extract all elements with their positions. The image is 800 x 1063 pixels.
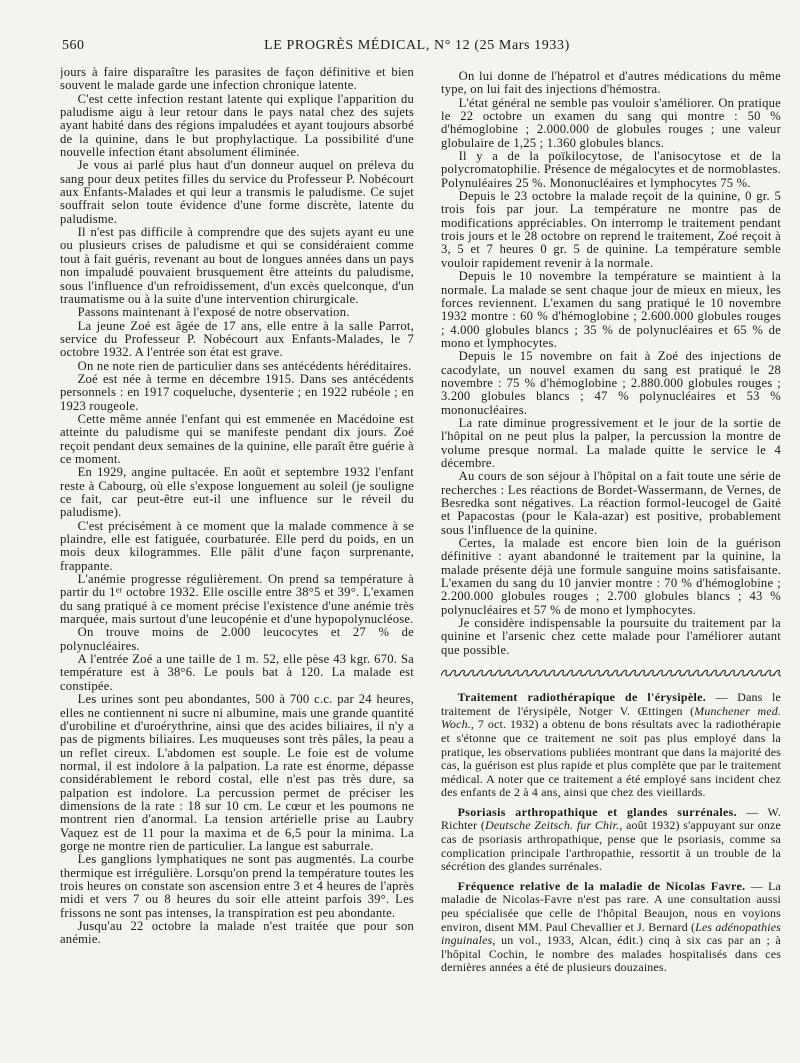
page-number: 560 bbox=[62, 38, 85, 53]
paragraph: Zoé est née à terme en décembre 1915. Dans ses antécédents personnels : en 1917 coqueluche, dysenterie ; en 1922 rubéole ; en 1923 rougeole. bbox=[60, 371, 414, 413]
note-source: Munchener med. Woch. bbox=[441, 703, 781, 732]
paragraph: Je vous ai parlé plus haut d'un donneur auquel on préleva du sang pour deux petites filles du service du Professeur P. Nobécourt aux Enfants-Malades et qui leur a transmis le paludisme. Ce sujet souffrait selon toute évidence d'une forme discrète, latente du paludisme. bbox=[60, 158, 414, 226]
paragraph: Au cours de son séjour à l'hôpital on a fait toute une série de recherches : Les réactions de Bordet-Wassermann, de Vernes, de Besredka sont négatives. La réaction formol-leucogel de Gaité et Papacostas (pour le Kala-azar) est positive, probablement sous l'influence de la quinine. bbox=[441, 469, 781, 537]
paragraph: C'est précisément à ce moment que la malade commence à se plaindre, elle est fatiguée, courbaturée. Elle perd du poids, en un mois deux kilogrammes. Elle pâlit d'une façon surprenante, frappante. bbox=[60, 518, 414, 573]
news-notes bbox=[441, 691, 781, 975]
note-text: — La maladie de Nicolas-Favre n'est pas rare. A une consultation aussi peu spécialisée que celle de l'hôpital Beaujon, nous en voyions environ, disent MM. Paul Chevallier et J. Bernard ( bbox=[441, 878, 781, 934]
note-text: — W. Richter ( bbox=[441, 804, 781, 833]
right-column bbox=[441, 70, 781, 1055]
paragraph: On trouve moins de 2.000 leucocytes et 27 % de polynucléaires. bbox=[60, 625, 414, 653]
paragraph: En 1929, angine pultacée. En août et septembre 1932 l'enfant reste à Cabourg, où elle s'expose longuement au soleil (je souligne ce fait, car peut-être eut-il une influence sur le réveil du paludisme). bbox=[60, 465, 414, 520]
paragraph: Depuis le 10 novembre la température se maintient à la normale. La malade se sent chaque jour de mieux en mieux, les forces reviennent. L'examen du sang pratiqué le 10 novembre 1932 montre : 60 % d'hémoglobine ; 2.600.000 globules rouges ; 4.000 globules blancs ; 35 % de polynucléaires et 65 % de mono et lymphocytes. bbox=[441, 269, 781, 350]
note-title: Fréquence relative de la maladie de Nicolas Favre. bbox=[457, 878, 746, 893]
paragraph: L'état général ne semble pas vouloir s'améliorer. On pratique le 22 octobre un examen du sang qui montre : 50 % d'hémoglobine ; 2.000.000 de globules rouges ; une valeur globulaire de 1,25 ; 1.360 globules blancs. bbox=[441, 95, 781, 150]
paragraph-text: L'anémie progresse régulièrement. On prend sa température à partir du 1 bbox=[60, 572, 414, 600]
paragraph: Cette même année l'enfant qui est emmenée en Macédoine est atteinte du paludisme qui se manifeste pendant dix jours. Zoé reçoit pendant deux semaines de la quinine, elle paraît être guérie à ce moment. bbox=[60, 411, 414, 466]
note-source: Deutsche Zeitsch. fur Chir. bbox=[485, 818, 620, 833]
note-title: Traitement radiothérapique de l'érysipèle. bbox=[457, 690, 707, 705]
note-text: , 7 oct. 1932) a obtenu de bons résultats avec la radiothérapie et s'étonne que ce traitement ne soit pas plus employé dans la pratique, les observations publiées montrant que dans la majorité des cas, la guérison est plus rapide et plus complète que par le traitement médical. A noter que ce traitement a été employé sans incident chez des enfants de 2 à 4 ans, ainsi que chez des vieillards. bbox=[441, 717, 781, 800]
note-text: , août 1932) s'appuyant sur onze cas de psoriasis arthropathique, pense que le psoriasis, comme sa complication principale l'arthropathie, ressortit à un trouble de la sécrétion des glandes surrénales. bbox=[441, 818, 781, 874]
note-text: , un vol., 1933, Alcan, édit.) cinq à six cas par an ; à l'hôpital Cochin, le nombre des malades hospitalisés dans ces dernières années a été de plusieurs douzaines. bbox=[441, 933, 781, 975]
paragraph: A l'entrée Zoé a une taille de 1 m. 52, elle pèse 43 kgr. 670. Sa température est à 38°6. Le pouls bat à 120. La malade est constipée. bbox=[60, 652, 414, 693]
note bbox=[441, 806, 781, 874]
paragraph: On lui donne de l'hépatrol et d'autres médications du même type, on lui fait des injections d'hémostra. bbox=[441, 70, 781, 97]
ordinal-superscript: er bbox=[115, 585, 123, 595]
paragraph: Depuis le 23 octobre la malade reçoit de la quinine, 0 gr. 5 trois fois par jour. La température ne montre pas de modifications appréciables. On interromp le traitement pendant trois jours et le 28 octobre on reprend le traitement, Zoé reçoit à 3, 5 et 7 heures 0 gr. 5 de quinine. La température semble vouloir rapidement revenir à la normale. bbox=[441, 189, 781, 270]
paragraph: Les ganglions lymphatiques ne sont pas augmentés. La courbe thermique est irrégulière. Lorsqu'on prend la température toutes les trois heures on constate son ascension entre 3 et 4 heures de l'après midi et vers 7 ou 8 heures du soir elle atteint parfois 39°. Les frissons ne sont pas intenses, la transpiration est peu abondante. bbox=[60, 852, 414, 920]
note-source: Les adénopathies inguinales bbox=[441, 919, 781, 948]
paragraph: Il n'est pas difficile à comprendre que des sujets ayant eu une ou plusieurs crises de paludisme et qui se considéraient comme tout à fait guéris, revenant au bout de longues années dans un pays non impaludé pouvaient brusquement être atteints du paludisme, sous l'influence d'un refroidissement, d'un excès quelconque, d'un traumatisme ou à la suite d'une intervention chirurgicale. bbox=[60, 225, 414, 306]
paragraph: C'est cette infection restant latente qui explique l'apparition du paludisme aigu à leur retour dans le pays natal chez des sujets ayant habité dans des régions impaludées et ayant toujours absorbé de la quinine, dans le but prophylactique. La possibilité d'une nouvelle infection étant absolument éliminée. bbox=[60, 91, 414, 160]
paragraph-text: octobre 1932. Elle oscille entre 38°5 et 39°. L'examen du sang pratiqué à ce moment précise l'existence d'une anémie très marquée, mais surtout d'une leucopénie et d'une hypopolynucléose. bbox=[60, 585, 414, 627]
paragraph: La rate diminue progressivement et le jour de la sortie de l'hôpital on ne peut plus la palper, la percussion la montre de volume presque normal. La malade quitte le service le 4 décembre. bbox=[441, 415, 781, 470]
running-title: LE PROGRÈS MÉDICAL, N° 12 (25 Mars 1933) bbox=[264, 38, 570, 53]
paragraph: La jeune Zoé est âgée de 17 ans, elle entre à la salle Parrot, service du Professeur P. Nobécourt aux Enfants-Malades, le 7 octobre 1932. A l'entrée son état est grave. bbox=[60, 318, 414, 360]
ornamental-divider bbox=[441, 667, 781, 679]
note bbox=[441, 691, 781, 800]
paragraph: jours à faire disparaître les parasites de façon définitive et bien souvent le malade garde une infection chronique latente. bbox=[60, 66, 414, 93]
paragraph: Jusqu'au 22 octobre la malade n'est traitée que pour son anémie. bbox=[60, 919, 414, 947]
paragraph: Il y a de la poïkilocytose, de l'anisocytose et de la polycromatophilie. Présence de mégalocytes et de normoblastes. Polynuléaires 25 %. Mononucléaires et lymphocytes 75 %. bbox=[441, 149, 781, 190]
paragraph bbox=[60, 573, 414, 626]
paragraph: Les urines sont peu abondantes, 500 à 700 c.c. par 24 heures, elles ne contiennent ni sucre ni albumine, mais une grande quantité d'urobiline et d'uroérythrine, ainsi que des acides biliaires, il n'y a pas de pigments biliaires. Les muqueuses sont très pâles, la peau a un reflet cireux. L'abdomen est souple. Le foie est de volume normal, il est indolore à la palpation. La rate est énorme, dépasse considérablement le rebord costal, elle n'est pas très dure, sa palpation est indolore. La percussion permet de préciser les dimensions de la rate : 18 sur 10 cm. Le cœur et les poumons ne montrent rien d'anormal. La tension artérielle prise au Laubry Vaquez est de 11 pour la maxima et de 6,5 pour la minima. La gorge ne montre rien de particulier. La langue est saburrale. bbox=[60, 692, 414, 853]
left-column bbox=[60, 66, 414, 1051]
note-title: Psoriasis arthropathique et glandes surrénales. bbox=[457, 804, 737, 819]
paragraph: Certes, la malade est encore bien loin de la guérison définitive : ayant abandonné le traitement par la quinine, la malade présente déjà une formule sanguine moins satisfaisante. L'examen du sang du 10 janvier montre : 70 % d'hémoglobine ; 2.200.000 globules rouges ; 2.700 globules blancs ; 43 % polynucléaires et 57 % de mono et lymphocytes. bbox=[441, 536, 781, 617]
paragraph: On ne note rien de particulier dans ses antécédents héréditaires. bbox=[77, 358, 412, 373]
paragraph: Passons maintenant à l'exposé de notre observation. bbox=[77, 305, 350, 320]
paragraph: Je considère indispensable la poursuite du traitement par la quinine et l'arsenic chez cette malade pour l'améliorer autant que possible. bbox=[441, 616, 781, 657]
paragraph: Depuis le 15 novembre on fait à Zoé des injections de cacodylate, un nouvel examen du sang est pratiqué le 28 novembre : 75 % d'hémoglobine ; 2.880.000 globules rouges ; 3.200 globules blancs ; 47 % polynucléaires et 53 % mononucléaires. bbox=[441, 349, 781, 417]
note-text: — Dans le traitement de l'érysipèle, Notger V. Œttingen ( bbox=[441, 690, 781, 718]
note bbox=[441, 880, 781, 975]
